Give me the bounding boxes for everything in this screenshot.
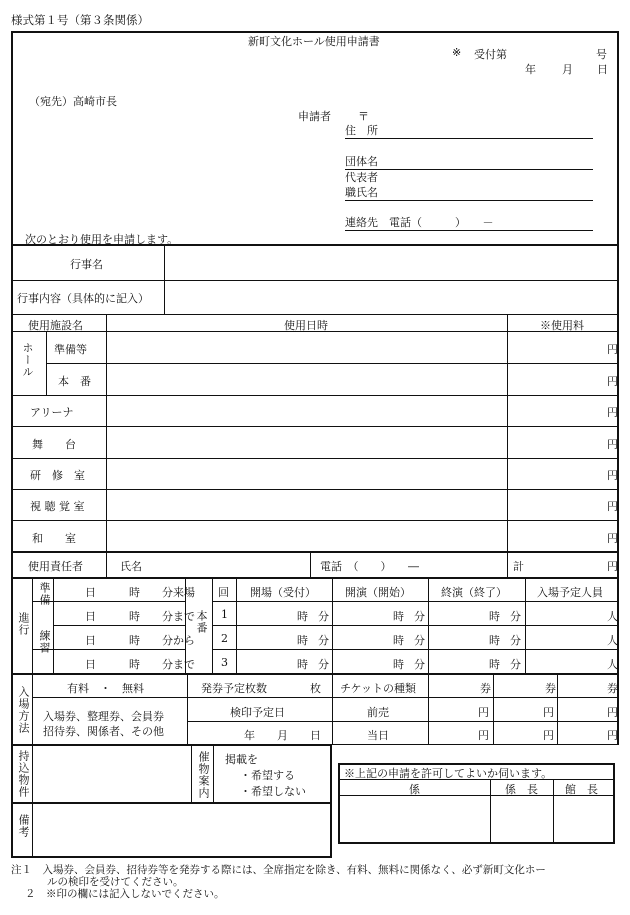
responsible-name-label[interactable]: 氏名 bbox=[120, 560, 142, 573]
remarks-input[interactable] bbox=[34, 805, 329, 856]
prep-arrival[interactable]: 日 時 分来場 bbox=[85, 586, 195, 599]
minute-unit: 分 bbox=[414, 610, 425, 623]
facility-col-fee: ※使用料 bbox=[540, 319, 584, 332]
contact-field[interactable] bbox=[345, 214, 593, 231]
seal-date-field[interactable]: 年 月 日 bbox=[244, 729, 321, 742]
event-name-input[interactable] bbox=[166, 246, 618, 279]
form-title: 新町文化ホール使用申請書 bbox=[248, 35, 380, 48]
minute-unit: 分 bbox=[318, 610, 329, 623]
minute-unit: 分 bbox=[318, 634, 329, 647]
fee-yen: 円 bbox=[607, 406, 618, 419]
rep-name-label: 職氏名 bbox=[345, 186, 378, 199]
approval-col-director: 館 長 bbox=[565, 783, 598, 796]
rehearsal-until[interactable]: 日 時 分まで bbox=[85, 658, 195, 671]
facility-row-prep: 準備等 bbox=[54, 343, 87, 356]
receipt-mark: ※ bbox=[452, 46, 462, 59]
door-yen: 円 bbox=[607, 729, 618, 742]
col-open: 開場（受付） bbox=[250, 586, 316, 599]
round-3: 3 bbox=[221, 656, 228, 669]
addressee: （宛先）高崎市長 bbox=[29, 95, 117, 108]
hour-unit: 時 bbox=[393, 634, 404, 647]
ticket-types-1: 入場券、整理券、会員券 bbox=[43, 710, 164, 723]
facility-row-japanese: 和 室 bbox=[32, 532, 76, 545]
presale-yen: 円 bbox=[607, 706, 618, 719]
total-label: 計 bbox=[513, 560, 524, 573]
guide-post-label: 掲載を bbox=[225, 753, 258, 766]
total-yen: 円 bbox=[607, 560, 618, 573]
approval-text: ※上記の申請を許可してよいか伺います。 bbox=[344, 767, 553, 780]
address-field[interactable] bbox=[345, 122, 593, 139]
facility-row-training: 研 修 室 bbox=[30, 469, 85, 482]
contact-label: 連絡先 電話（ ） － bbox=[345, 216, 494, 229]
guide-yes-option[interactable]: ・希望する bbox=[240, 769, 295, 782]
carry-input[interactable] bbox=[34, 747, 189, 800]
facility-col-name: 使用施設名 bbox=[28, 319, 83, 332]
rep-name-field[interactable] bbox=[345, 184, 593, 201]
ticket-unit: 券 bbox=[545, 682, 556, 695]
hour-unit: 時 bbox=[489, 658, 500, 671]
approval-col-staff: 係 bbox=[409, 783, 420, 796]
facility-row-stage: 舞 台 bbox=[32, 438, 76, 451]
receipt-label[interactable]: 受付第 bbox=[474, 48, 507, 61]
minute-unit: 分 bbox=[414, 658, 425, 671]
carry-label: 持込物件 bbox=[17, 750, 30, 798]
sheet-unit: 枚 bbox=[310, 682, 321, 695]
person-unit: 人 bbox=[607, 634, 618, 647]
door-yen: 円 bbox=[543, 729, 554, 742]
presale-yen: 円 bbox=[478, 706, 489, 719]
group-label: 団体名 bbox=[345, 155, 378, 168]
person-unit: 人 bbox=[607, 658, 618, 671]
round-1: 1 bbox=[221, 608, 228, 621]
minute-unit: 分 bbox=[510, 610, 521, 623]
hour-unit: 時 bbox=[489, 634, 500, 647]
door-label: 当日 bbox=[367, 729, 389, 742]
minute-unit: 分 bbox=[414, 634, 425, 647]
event-content-label: 行事内容（具体的に記入） bbox=[17, 292, 149, 305]
note-2: ２ ※印の欄には記入しないでください。 bbox=[25, 888, 225, 900]
ticket-unit: 券 bbox=[480, 682, 491, 695]
rehearsal-from[interactable]: 日 時 分から bbox=[85, 634, 195, 647]
ticket-count-label: 発券予定枚数 bbox=[201, 682, 267, 695]
minute-unit: 分 bbox=[510, 658, 521, 671]
date-month[interactable]: 月 bbox=[562, 63, 573, 76]
facility-col-date: 使用日時 bbox=[284, 319, 328, 332]
facility-row-arena: アリーナ bbox=[30, 406, 74, 419]
fee-yen: 円 bbox=[607, 438, 618, 451]
hour-unit: 時 bbox=[393, 658, 404, 671]
note-1: 注１ 入場券、会員券、招待券等を発券する際には、全席指定を除き、有料、無料に関係なく、必ず新町文化ホー bbox=[11, 864, 546, 876]
seal-date-label: 検印予定日 bbox=[230, 706, 285, 719]
responsible-label: 使用責任者 bbox=[28, 560, 83, 573]
form-id: 様式第１号（第３条関係） bbox=[11, 13, 149, 27]
facility-row-main: 本 番 bbox=[58, 375, 91, 388]
presale-yen: 円 bbox=[543, 706, 554, 719]
receipt-unit: 号 bbox=[596, 48, 607, 61]
remarks-label: 備考 bbox=[17, 814, 30, 838]
event-content-input[interactable] bbox=[166, 281, 618, 313]
person-unit: 人 bbox=[607, 610, 618, 623]
fee-yen: 円 bbox=[607, 343, 618, 356]
rehearsal-label: 練習 bbox=[38, 630, 51, 654]
presale-label: 前売 bbox=[367, 706, 389, 719]
guide-label: 催物案内 bbox=[197, 751, 210, 799]
fee-yen: 円 bbox=[607, 469, 618, 482]
date-year[interactable]: 年 bbox=[525, 63, 536, 76]
address-label: 住 所 bbox=[345, 124, 378, 137]
note-1-cont: ルの検印を受けてください。 bbox=[47, 876, 184, 888]
applicant-label: 申請者 bbox=[298, 110, 331, 123]
col-start: 開演（開始） bbox=[345, 586, 411, 599]
approval-col-chief: 係 長 bbox=[505, 783, 538, 796]
prep-label: 準備 bbox=[38, 582, 51, 606]
progress-label: 進行 bbox=[17, 612, 30, 636]
prep-until[interactable]: 日 時 分まで bbox=[85, 610, 195, 623]
request-line: 次のとおり使用を申請します。 bbox=[25, 233, 179, 246]
event-name-label: 行事名 bbox=[70, 258, 103, 271]
minute-unit: 分 bbox=[510, 634, 521, 647]
ticket-unit: 券 bbox=[607, 682, 618, 695]
fee-yen: 円 bbox=[607, 532, 618, 545]
postal-mark: 〒 bbox=[358, 110, 369, 123]
hour-unit: 時 bbox=[489, 610, 500, 623]
honban-label: 本番 bbox=[195, 610, 208, 634]
paid-free-option[interactable]: 有料 ・ 無料 bbox=[67, 682, 144, 695]
facility-row-av: 視 聴 覚 室 bbox=[30, 500, 85, 513]
group-field[interactable] bbox=[345, 153, 593, 170]
guide-no-option[interactable]: ・希望しない bbox=[240, 785, 306, 798]
rep-label: 代表者 bbox=[345, 171, 378, 184]
responsible-phone-label[interactable]: 電話 （ ） ― bbox=[320, 560, 419, 573]
fee-yen: 円 bbox=[607, 500, 618, 513]
col-end: 終演（終了） bbox=[441, 586, 507, 599]
hour-unit: 時 bbox=[393, 610, 404, 623]
col-round: 回 bbox=[218, 586, 229, 599]
ticket-type-label: チケットの種類 bbox=[340, 682, 417, 695]
col-attendance: 入場予定人員 bbox=[537, 586, 603, 599]
minute-unit: 分 bbox=[318, 658, 329, 671]
hour-unit: 時 bbox=[297, 610, 308, 623]
hour-unit: 時 bbox=[297, 658, 308, 671]
fee-yen: 円 bbox=[607, 375, 618, 388]
entry-label: 入場方法 bbox=[17, 686, 30, 734]
ticket-types-2: 招待券、関係者、その他 bbox=[43, 725, 164, 738]
door-yen: 円 bbox=[478, 729, 489, 742]
hall-label: ホール bbox=[21, 342, 34, 378]
hour-unit: 時 bbox=[297, 634, 308, 647]
date-day[interactable]: 日 bbox=[597, 63, 608, 76]
round-2: 2 bbox=[221, 632, 228, 645]
